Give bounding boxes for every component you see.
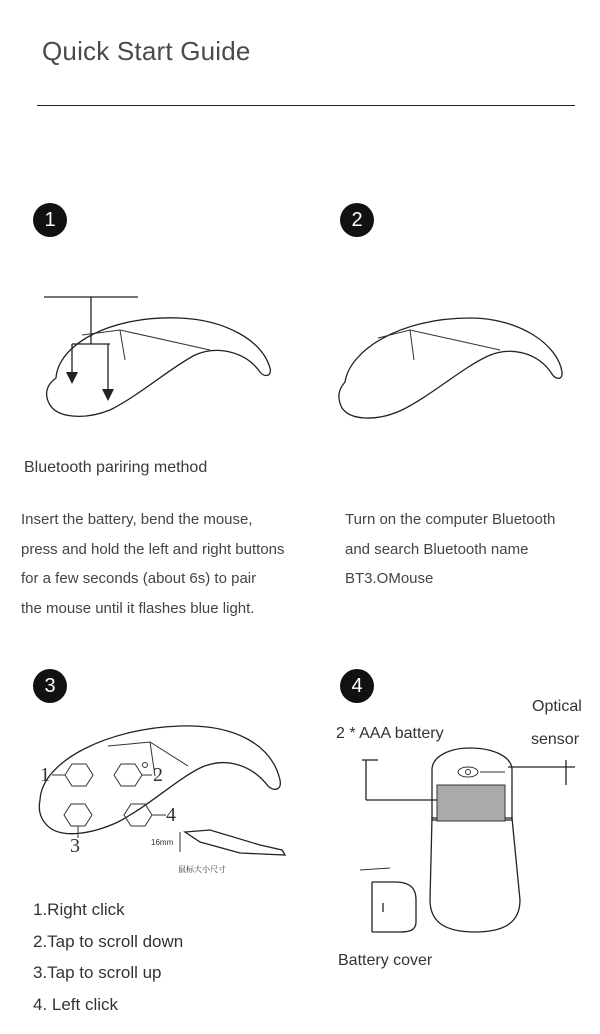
dimension-label: 16mm — [151, 838, 174, 847]
list-item: 2.Tap to scroll down — [33, 931, 184, 951]
list-item: 3.Tap to scroll up — [33, 963, 162, 982]
battery-label: 2 * AAA battery — [336, 725, 444, 742]
step-3-badge: 3 — [33, 669, 67, 703]
optical-sensor-label-line-1: Optical — [532, 698, 582, 715]
list-item: 1.Right click — [33, 900, 125, 919]
page-title: Quick Start Guide — [42, 36, 251, 66]
step-4-badge: 4 — [340, 669, 374, 703]
dimension-caption: 鼠标大小尺寸 — [178, 865, 226, 874]
pairing-heading: Bluetooth pariring method — [24, 459, 208, 476]
step-2-badge: 2 — [340, 203, 374, 237]
optical-sensor-label-line-2: sensor — [531, 731, 580, 748]
instruction-line: press and hold the left and right buttons — [21, 540, 285, 558]
instruction-line: and search Bluetooth name — [345, 540, 529, 558]
callout-3: 3 — [70, 835, 80, 857]
battery-cover-label: Battery cover — [338, 952, 433, 969]
instruction-line: BT3.OMouse — [345, 570, 434, 587]
step-1-badge: 1 — [33, 203, 67, 237]
instruction-line: Turn on the computer Bluetooth — [345, 511, 556, 528]
callout-4: 4 — [166, 804, 176, 826]
list-item: 4. Left click — [33, 994, 119, 1014]
instruction-line: Insert the battery, bend the mouse, — [21, 511, 253, 528]
instruction-line: for a few seconds (about 6s) to pair — [21, 570, 257, 587]
callout-2: 2 — [153, 764, 163, 786]
instruction-line: the mouse until it flashes blue light. — [21, 599, 255, 617]
callout-1: 1 — [40, 764, 50, 786]
